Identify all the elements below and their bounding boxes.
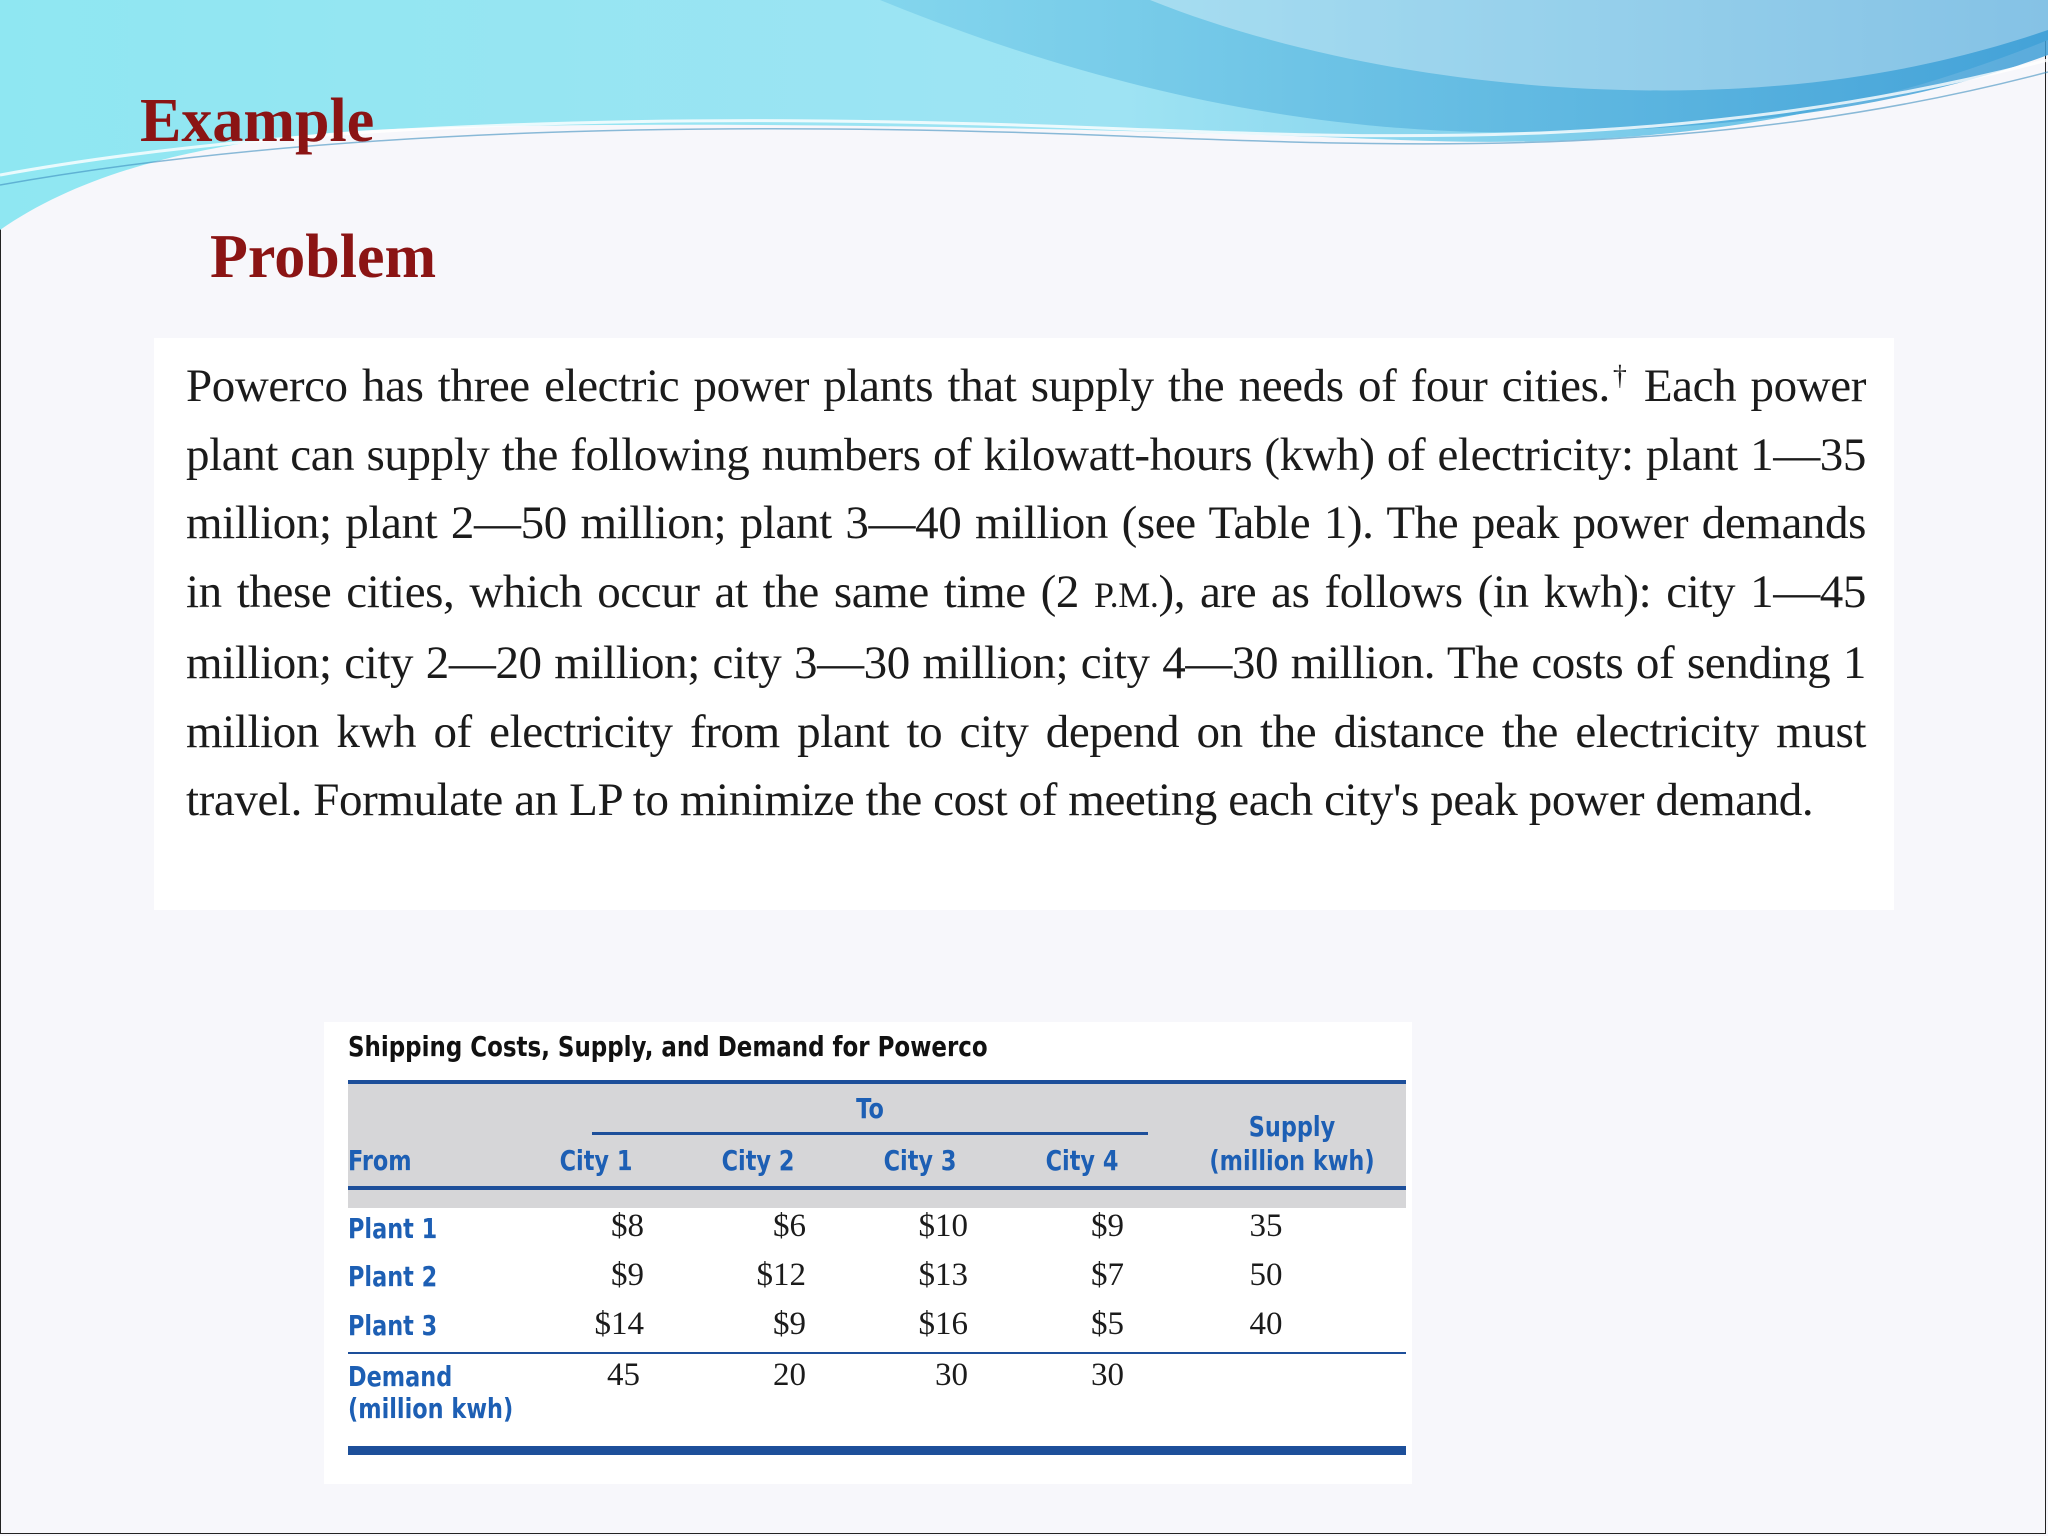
table-bottom-rule xyxy=(348,1446,1406,1455)
cost-plant-1-city-2: $6 xyxy=(773,1208,806,1244)
supply-header-line2: (million kwh) xyxy=(1209,1144,1375,1177)
footnote-mark: † xyxy=(1609,360,1630,392)
cost-plant-1-city-3: $10 xyxy=(918,1208,968,1244)
pm-label: P.M. xyxy=(1094,574,1159,615)
demand-city-2: 20 xyxy=(773,1357,806,1393)
cost-plant-3-city-3: $16 xyxy=(918,1306,968,1342)
row-label-plant-2: Plant 2 xyxy=(348,1260,438,1293)
cost-plant-1-city-1: $8 xyxy=(611,1208,644,1244)
cost-plant-3-city-4: $5 xyxy=(1091,1306,1124,1342)
powerco-table xyxy=(324,1022,1412,1484)
column-header-city-1: City 1 xyxy=(559,1144,633,1177)
row-label-plant-1: Plant 1 xyxy=(348,1212,438,1245)
demand-rule xyxy=(348,1352,1406,1354)
problem-statement-box xyxy=(154,338,1894,910)
to-span-rule xyxy=(592,1132,1148,1135)
to-header: To xyxy=(856,1092,884,1125)
cost-plant-2-city-2: $12 xyxy=(756,1257,806,1293)
problem-text-part3: ), are as follows (in kwh): city 1—45 million; city 2—20 million; city 3—30 million; city 4—30 million. The costs of sending 1 million kwh of electricity from plant to city depend on the distance the electricity must travel. Formulate an LP to minimize the cost of meeting each city's peak power demand. xyxy=(186,565,1867,826)
table-top-rule xyxy=(348,1080,1406,1084)
slide-title: Example xyxy=(140,87,375,155)
problem-text-part1: Powerco has three electric power plants that supply the needs of four cities. xyxy=(186,360,1610,412)
cost-plant-2-city-4: $7 xyxy=(1091,1257,1124,1293)
slide-subtitle: Problem xyxy=(210,223,437,291)
demand-city-4: 30 xyxy=(1091,1357,1124,1393)
header-bottom-rule xyxy=(348,1186,1406,1190)
demand-city-3: 30 xyxy=(935,1357,968,1393)
demand-label-line1: Demand xyxy=(348,1360,453,1393)
supply-plant-2: 50 xyxy=(1249,1257,1283,1293)
supply-plant-1: 35 xyxy=(1249,1208,1283,1244)
cost-plant-3-city-2: $9 xyxy=(773,1306,806,1342)
column-header-city-2: City 2 xyxy=(721,1144,795,1177)
problem-statement xyxy=(186,352,1866,835)
cost-plant-2-city-1: $9 xyxy=(611,1257,644,1293)
cost-plant-2-city-3: $13 xyxy=(918,1257,968,1293)
from-header: From xyxy=(348,1144,412,1177)
cost-plant-1-city-4: $9 xyxy=(1091,1208,1124,1244)
row-label-plant-3: Plant 3 xyxy=(348,1309,438,1342)
supply-header-line1: Supply xyxy=(1248,1110,1336,1143)
demand-city-1: 45 xyxy=(607,1357,640,1393)
demand-label-line2: (million kwh) xyxy=(348,1392,514,1425)
column-header-city-4: City 4 xyxy=(1045,1144,1119,1177)
supply-plant-3: 40 xyxy=(1249,1306,1283,1342)
cost-plant-3-city-1: $14 xyxy=(594,1306,644,1342)
problem-text-part2: Each power plant can supply the following numbers of kilowatt-hours (kwh) of electricity: plant 1—35 million; plant 2—50 million; plant 3—40 million (see Table 1). The peak power demands in these cities, which occur at the same time (2 xyxy=(186,360,1866,618)
column-header-city-3: City 3 xyxy=(883,1144,957,1177)
table-caption: Shipping Costs, Supply, and Demand for Powerco xyxy=(348,1030,988,1063)
